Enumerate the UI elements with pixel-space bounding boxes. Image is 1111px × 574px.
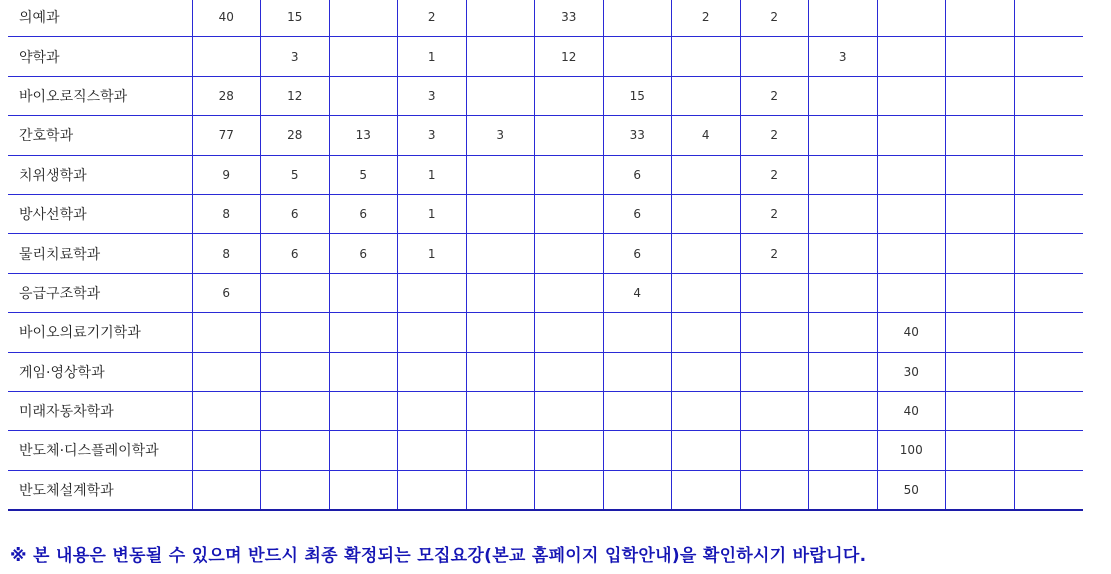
quota-cell bbox=[535, 155, 604, 194]
department-name: 응급구조학과 bbox=[8, 273, 192, 312]
quota-cell bbox=[946, 194, 1015, 233]
quota-cell bbox=[398, 470, 467, 510]
quota-cell bbox=[398, 273, 467, 312]
quota-cell bbox=[740, 273, 809, 312]
quota-cell bbox=[466, 37, 535, 76]
quota-cell bbox=[877, 155, 946, 194]
quota-cell: 6 bbox=[261, 194, 330, 233]
quota-cell bbox=[672, 155, 741, 194]
quota-cell: 4 bbox=[603, 273, 672, 312]
department-name: 미래자동차학과 bbox=[8, 391, 192, 430]
quota-cell: 2 bbox=[672, 0, 741, 37]
quota-cell bbox=[672, 194, 741, 233]
quota-cell bbox=[535, 273, 604, 312]
quota-cell: 2 bbox=[740, 234, 809, 273]
quota-cell: 12 bbox=[535, 37, 604, 76]
table-row bbox=[8, 76, 1083, 115]
quota-cell bbox=[466, 431, 535, 470]
quota-cell bbox=[740, 313, 809, 352]
quota-cell bbox=[192, 470, 261, 510]
quota-cell bbox=[877, 273, 946, 312]
quota-cell bbox=[809, 0, 878, 37]
quota-cell bbox=[740, 391, 809, 430]
quota-cell: 2 bbox=[740, 116, 809, 155]
quota-cell bbox=[809, 155, 878, 194]
quota-cell bbox=[398, 391, 467, 430]
quota-cell: 2 bbox=[740, 76, 809, 115]
quota-cell: 33 bbox=[603, 116, 672, 155]
quota-cell bbox=[809, 352, 878, 391]
table-row bbox=[8, 273, 1083, 312]
quota-cell bbox=[809, 194, 878, 233]
quota-cell bbox=[261, 273, 330, 312]
notice-text: ※ 본 내용은 변동될 수 있으며 반드시 최종 확정되는 모집요강(본교 홈페이지 입학안내)을 확인하시기 바랍니다. bbox=[10, 546, 867, 566]
quota-cell: 9 bbox=[192, 155, 261, 194]
quota-cell bbox=[809, 431, 878, 470]
quota-cell: 12 bbox=[261, 76, 330, 115]
quota-cell bbox=[535, 352, 604, 391]
quota-cell bbox=[946, 0, 1015, 37]
table-row bbox=[8, 0, 1083, 37]
quota-cell bbox=[535, 194, 604, 233]
table-row bbox=[8, 234, 1083, 273]
quota-cell bbox=[261, 391, 330, 430]
quota-cell bbox=[946, 313, 1015, 352]
quota-cell bbox=[398, 431, 467, 470]
quota-cell bbox=[603, 391, 672, 430]
quota-cell bbox=[603, 431, 672, 470]
quota-cell bbox=[466, 391, 535, 430]
quota-cell bbox=[672, 391, 741, 430]
quota-cell: 3 bbox=[398, 116, 467, 155]
quota-cell bbox=[672, 76, 741, 115]
quota-cell: 28 bbox=[192, 76, 261, 115]
quota-cell bbox=[398, 313, 467, 352]
quota-cell bbox=[809, 391, 878, 430]
quota-cell: 2 bbox=[740, 194, 809, 233]
quota-cell bbox=[1014, 431, 1083, 470]
quota-cell bbox=[466, 313, 535, 352]
quota-cell bbox=[877, 194, 946, 233]
quota-cell bbox=[809, 470, 878, 510]
quota-cell: 1 bbox=[398, 194, 467, 233]
quota-cell: 33 bbox=[535, 0, 604, 37]
quota-cell: 4 bbox=[672, 116, 741, 155]
quota-cell bbox=[740, 352, 809, 391]
quota-cell bbox=[535, 116, 604, 155]
quota-cell bbox=[192, 391, 261, 430]
quota-cell bbox=[672, 234, 741, 273]
quota-cell: 1 bbox=[398, 37, 467, 76]
quota-cell bbox=[1014, 234, 1083, 273]
quota-cell bbox=[535, 76, 604, 115]
quota-cell bbox=[1014, 76, 1083, 115]
quota-cell bbox=[603, 37, 672, 76]
quota-cell bbox=[946, 76, 1015, 115]
quota-cell bbox=[466, 234, 535, 273]
quota-cell bbox=[603, 352, 672, 391]
table-row bbox=[8, 194, 1083, 233]
quota-table-body bbox=[8, 0, 1083, 510]
quota-cell bbox=[1014, 194, 1083, 233]
quota-cell bbox=[946, 234, 1015, 273]
quota-cell: 6 bbox=[603, 194, 672, 233]
department-name: 의예과 bbox=[8, 0, 192, 37]
table-row bbox=[8, 313, 1083, 352]
quota-cell bbox=[466, 470, 535, 510]
quota-cell bbox=[466, 194, 535, 233]
quota-cell bbox=[329, 313, 398, 352]
quota-cell bbox=[261, 470, 330, 510]
department-name: 방사선학과 bbox=[8, 194, 192, 233]
quota-cell bbox=[398, 352, 467, 391]
quota-cell: 40 bbox=[877, 391, 946, 430]
quota-cell bbox=[535, 313, 604, 352]
quota-cell bbox=[535, 234, 604, 273]
quota-cell bbox=[329, 431, 398, 470]
quota-cell bbox=[1014, 155, 1083, 194]
department-name: 약학과 bbox=[8, 37, 192, 76]
department-name: 치위생학과 bbox=[8, 155, 192, 194]
quota-cell bbox=[1014, 37, 1083, 76]
quota-cell: 2 bbox=[398, 0, 467, 37]
quota-cell bbox=[946, 37, 1015, 76]
quota-cell bbox=[740, 37, 809, 76]
department-name: 간호학과 bbox=[8, 116, 192, 155]
quota-cell: 8 bbox=[192, 234, 261, 273]
quota-cell: 3 bbox=[466, 116, 535, 155]
quota-cell bbox=[329, 76, 398, 115]
quota-cell: 40 bbox=[192, 0, 261, 37]
quota-cell bbox=[466, 0, 535, 37]
quota-cell bbox=[809, 76, 878, 115]
quota-cell bbox=[672, 470, 741, 510]
quota-cell bbox=[877, 234, 946, 273]
quota-table bbox=[8, 0, 1083, 511]
quota-cell bbox=[603, 0, 672, 37]
quota-cell bbox=[946, 391, 1015, 430]
quota-cell bbox=[877, 76, 946, 115]
quota-cell: 6 bbox=[329, 234, 398, 273]
department-name: 반도체·디스플레이학과 bbox=[8, 431, 192, 470]
quota-cell bbox=[1014, 273, 1083, 312]
quota-cell bbox=[329, 273, 398, 312]
quota-cell bbox=[261, 431, 330, 470]
quota-cell bbox=[603, 313, 672, 352]
quota-cell: 6 bbox=[192, 273, 261, 312]
quota-cell bbox=[740, 431, 809, 470]
quota-cell bbox=[192, 431, 261, 470]
quota-cell bbox=[672, 273, 741, 312]
quota-cell bbox=[535, 470, 604, 510]
table-row bbox=[8, 352, 1083, 391]
quota-cell bbox=[809, 116, 878, 155]
quota-cell bbox=[603, 470, 672, 510]
quota-cell bbox=[466, 273, 535, 312]
quota-cell bbox=[192, 352, 261, 391]
quota-cell bbox=[329, 470, 398, 510]
quota-cell bbox=[329, 37, 398, 76]
quota-cell bbox=[946, 273, 1015, 312]
quota-cell: 8 bbox=[192, 194, 261, 233]
quota-cell: 6 bbox=[329, 194, 398, 233]
quota-cell bbox=[946, 155, 1015, 194]
quota-cell bbox=[877, 37, 946, 76]
quota-cell bbox=[672, 313, 741, 352]
quota-cell bbox=[466, 155, 535, 194]
quota-cell bbox=[809, 313, 878, 352]
quota-cell: 3 bbox=[261, 37, 330, 76]
quota-cell: 1 bbox=[398, 155, 467, 194]
quota-cell bbox=[535, 391, 604, 430]
quota-cell: 15 bbox=[603, 76, 672, 115]
table-row bbox=[8, 391, 1083, 430]
table-row bbox=[8, 470, 1083, 510]
quota-cell bbox=[946, 431, 1015, 470]
quota-cell bbox=[1014, 470, 1083, 510]
quota-cell: 2 bbox=[740, 155, 809, 194]
quota-cell bbox=[946, 116, 1015, 155]
quota-cell: 6 bbox=[603, 234, 672, 273]
quota-cell bbox=[946, 470, 1015, 510]
quota-cell: 5 bbox=[329, 155, 398, 194]
quota-cell bbox=[740, 470, 809, 510]
quota-cell: 30 bbox=[877, 352, 946, 391]
quota-cell bbox=[192, 37, 261, 76]
quota-cell: 6 bbox=[603, 155, 672, 194]
quota-cell bbox=[329, 0, 398, 37]
quota-cell bbox=[329, 352, 398, 391]
quota-cell bbox=[877, 116, 946, 155]
quota-cell: 13 bbox=[329, 116, 398, 155]
quota-cell: 50 bbox=[877, 470, 946, 510]
quota-cell bbox=[329, 391, 398, 430]
quota-cell bbox=[535, 431, 604, 470]
quota-cell: 3 bbox=[398, 76, 467, 115]
table-row bbox=[8, 155, 1083, 194]
quota-cell bbox=[1014, 0, 1083, 37]
quota-cell: 100 bbox=[877, 431, 946, 470]
department-name: 물리치료학과 bbox=[8, 234, 192, 273]
table-row bbox=[8, 116, 1083, 155]
table-row bbox=[8, 37, 1083, 76]
department-name: 게임·영상학과 bbox=[8, 352, 192, 391]
quota-cell: 3 bbox=[809, 37, 878, 76]
quota-cell bbox=[466, 352, 535, 391]
quota-cell: 28 bbox=[261, 116, 330, 155]
department-name: 바이오로직스학과 bbox=[8, 76, 192, 115]
department-name: 반도체설계학과 bbox=[8, 470, 192, 510]
quota-cell bbox=[946, 352, 1015, 391]
quota-cell: 1 bbox=[398, 234, 467, 273]
quota-cell bbox=[1014, 313, 1083, 352]
quota-cell bbox=[1014, 391, 1083, 430]
quota-cell: 77 bbox=[192, 116, 261, 155]
quota-cell bbox=[1014, 352, 1083, 391]
quota-cell bbox=[672, 431, 741, 470]
quota-cell bbox=[192, 313, 261, 352]
department-name: 바이오의료기기학과 bbox=[8, 313, 192, 352]
quota-cell bbox=[261, 313, 330, 352]
quota-cell: 6 bbox=[261, 234, 330, 273]
quota-cell: 2 bbox=[740, 0, 809, 37]
quota-cell bbox=[1014, 116, 1083, 155]
quota-cell bbox=[672, 352, 741, 391]
quota-cell: 5 bbox=[261, 155, 330, 194]
quota-cell bbox=[877, 0, 946, 37]
quota-cell bbox=[809, 234, 878, 273]
quota-cell: 40 bbox=[877, 313, 946, 352]
quota-cell bbox=[261, 352, 330, 391]
quota-cell bbox=[672, 37, 741, 76]
table-row bbox=[8, 431, 1083, 470]
quota-cell: 15 bbox=[261, 0, 330, 37]
quota-cell bbox=[466, 76, 535, 115]
quota-cell bbox=[809, 273, 878, 312]
